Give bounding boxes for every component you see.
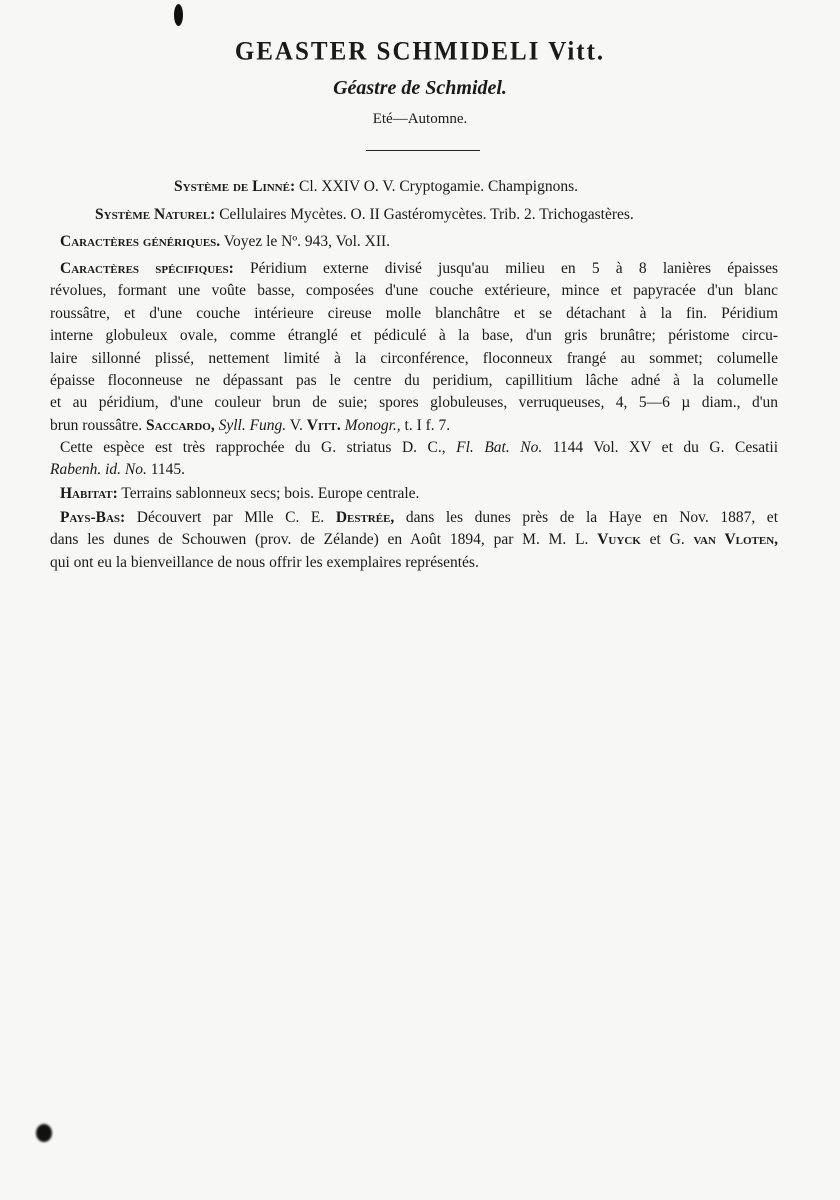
generiques-label: Caractères génériques. <box>60 233 221 250</box>
text-line: interne globuleux ovale, comme étranglé et pédiculé à la base, d'un gris brunâtre; péristome circu- <box>50 327 778 345</box>
generiques-line <box>60 232 390 252</box>
text-line: laire sillonné plissé, nettement limité à la circonférence, floconneux frangé au sommet; columelle <box>50 349 778 367</box>
naturel-text: Cellulaires Mycètes. O. II Gastéromycètes. Trib. 2. Trichogastères. <box>219 206 634 223</box>
text-line: Pays-Bas: Découvert par Mlle C. E. Destrée, dans les dunes près de la Haye en Nov. 1887, et <box>60 509 778 526</box>
naturel-label: Système Naturel: <box>95 206 216 223</box>
specifiques-label: Caractères spécifiques: <box>60 260 234 277</box>
linne-line <box>174 177 578 197</box>
species-subtitle: Géastre de Schmidel. <box>333 77 507 99</box>
specifiques-paragraph <box>50 258 778 437</box>
divider <box>366 150 480 151</box>
habitat-label: Habitat: <box>60 485 118 502</box>
text-line: et au péridium, d'une couleur brun de suie; spores globuleuses, verruqueuses, 4, 5—6 µ diam., d'un <box>50 394 778 412</box>
text-line: épaisse floconneuse ne dépassant pas le centre du peridium, capillitium lâche adné à la columelle <box>50 372 778 390</box>
text-line: roussâtre, et d'une couche intérieure cireuse molle blanchâtre et se détachant à la fin. Péridium <box>50 304 778 322</box>
habitat-text: Terrains sablonneux secs; bois. Europe centrale. <box>121 485 420 502</box>
season: Eté—Automne. <box>372 111 468 127</box>
linne-text: Cl. XXIV O. V. Cryptogamie. Champignons. <box>299 178 579 195</box>
linne-label: Système de Linné: <box>174 178 296 195</box>
habitat-line <box>60 484 419 504</box>
remark-paragraph <box>50 437 778 482</box>
generiques-text: Voyez le Nº. 943, Vol. XII. <box>223 233 391 250</box>
text-line: dans les dunes de Schouwen (prov. de Zélande) en Août 1894, par M. M. L. Vuyck et G. van Vloten, <box>50 531 779 549</box>
text-line: Caractères spécifiques: Péridium externe divisé jusqu'au milieu en 5 à 8 lanières épaisses <box>60 260 779 277</box>
species-title: GEASTER SCHMIDELI Vitt. <box>234 37 606 66</box>
ink-spot <box>174 4 183 26</box>
ink-spot <box>36 1124 52 1142</box>
naturel-line <box>95 205 634 225</box>
paysbas-label: Pays-Bas: <box>60 509 126 526</box>
text-line: qui ont eu la bienveillance de nous offrir les exemplaires représentés. <box>50 553 479 571</box>
text-line: Rabenh. id. No. 1145. <box>50 461 186 479</box>
text-line: Cette espèce est très rapprochée du G. striatus D. C., Fl. Bat. No. 1144 Vol. XV et du G. Cesatii <box>60 439 779 456</box>
text-line: brun roussâtre. Saccardo, Syll. Fung. V. Vitt. Monogr., t. I f. 7. <box>50 416 451 434</box>
text-line: révolues, formant une voûte basse, composées d'une couche extérieure, mince et papyracée d'un blanc <box>50 282 778 300</box>
paysbas-paragraph <box>50 507 778 574</box>
